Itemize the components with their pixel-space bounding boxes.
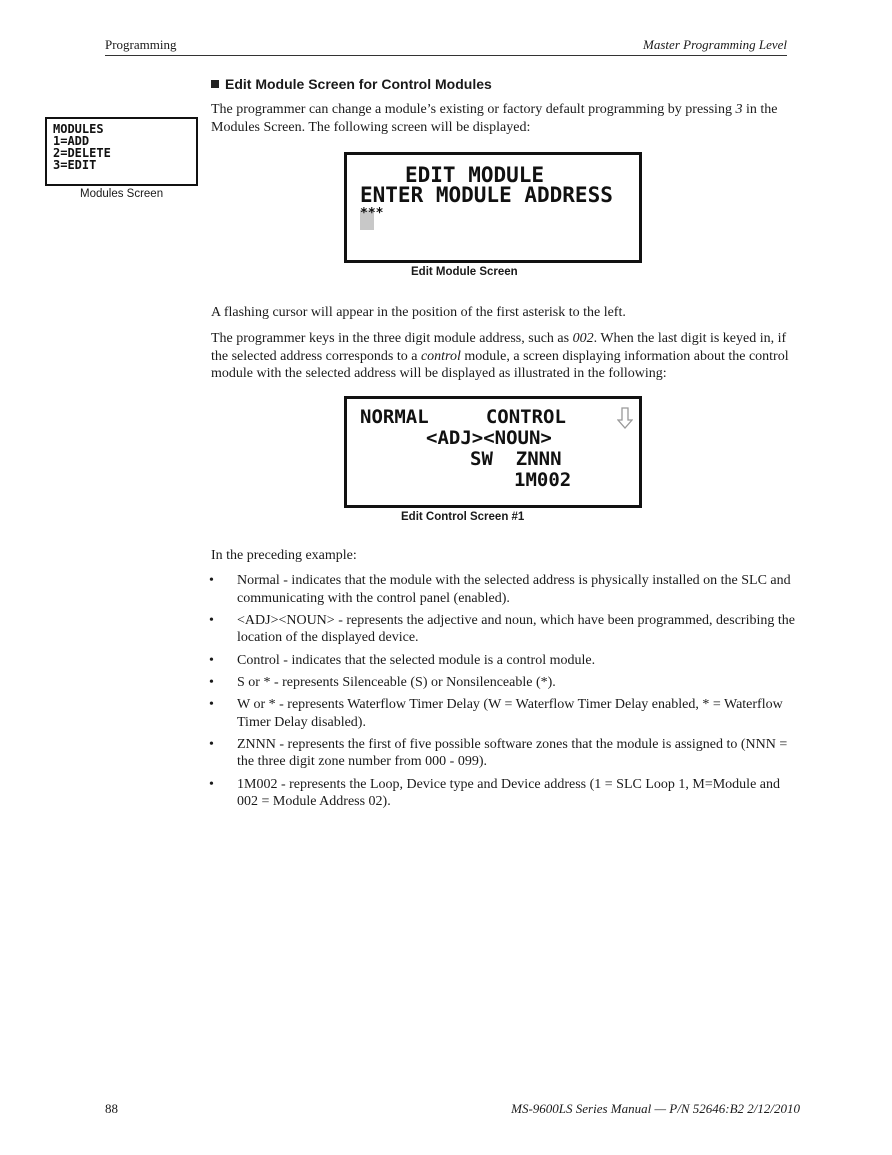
list-item-text: S or * - represents Silenceable (S) or Nonsilenceable (*).	[237, 674, 556, 690]
modules-screen-caption: Modules Screen	[80, 188, 164, 200]
cursor-paragraph: A flashing cursor will appear in the position of the first asterisk to the left.	[211, 305, 626, 320]
bullet-icon: •	[209, 736, 214, 752]
edit-module-screen-caption: Edit Module Screen	[411, 266, 518, 278]
section-title-text: Edit Module Screen for Control Modules	[225, 76, 492, 92]
bullet-icon: •	[209, 697, 214, 713]
bullet-icon: •	[209, 652, 214, 668]
header-rule	[105, 55, 787, 56]
edit-module-line-2: ENTER MODULE ADDRESS	[360, 183, 613, 207]
intro-paragraph: The programmer can change a module’s existing or factory default programming by pressing 3 in the Modules Screen. The following screen will be displayed:	[211, 102, 778, 135]
edit-control-screen-caption: Edit Control Screen #1	[401, 511, 525, 523]
edit-control-line-4: 1M002	[514, 469, 572, 491]
square-bullet-icon	[211, 80, 219, 88]
list-item	[209, 736, 799, 771]
list-item-text: <ADJ><NOUN> - represents the adjective and noun, which have been programmed, describing the location of the displayed device.	[237, 612, 795, 646]
edit-control-line-2: <ADJ><NOUN>	[426, 427, 552, 449]
list-item	[209, 612, 799, 647]
list-item	[209, 674, 799, 692]
manual-reference: MS-9600LS Series Manual — P/N 52646:B2 2/12/2010	[511, 1101, 800, 1116]
modules-screen-line-4: 3=EDIT	[53, 158, 97, 172]
running-header-section: Programming	[105, 37, 177, 52]
list-item-text: Control - indicates that the selected module is a control module.	[237, 652, 596, 668]
modules-screen-line-1: MODULES	[53, 122, 104, 136]
bullet-icon: •	[209, 612, 214, 628]
list-item-text: 1M002 - represents the Loop, Device type and Device address (1 = SLC Loop 1, M=Module and 002 = Module Address 02).	[237, 776, 780, 810]
list-item	[209, 776, 799, 811]
modules-screen-display	[45, 117, 198, 186]
edit-control-screen-display	[344, 396, 642, 508]
list-item	[209, 652, 799, 670]
page-number: 88	[105, 1101, 118, 1116]
edit-module-line-1: EDIT MODULE	[405, 163, 545, 187]
edit-control-line-3: SW ZNNN	[470, 448, 562, 470]
list-item-text: W or * - represents Waterflow Timer Delay (W = Waterflow Timer Delay enabled, * = Waterflow Timer Delay disabled).	[237, 697, 783, 730]
list-item	[209, 696, 799, 731]
example-intro: In the preceding example:	[211, 548, 357, 563]
bullet-icon: •	[209, 776, 214, 792]
running-header-chapter: Master Programming Level	[643, 37, 787, 52]
edit-module-screen-display	[344, 152, 642, 263]
edit-control-line-1: NORMAL CONTROL	[360, 406, 566, 428]
list-item	[209, 572, 799, 607]
list-item-text: ZNNN - represents the first of five possible software zones that the module is assigned to (NNN = the three digit zone number from 000 - 099).	[237, 736, 788, 770]
bullet-icon: •	[209, 674, 214, 690]
scroll-down-arrow-icon	[617, 407, 633, 429]
section-title	[211, 76, 492, 92]
bullet-icon: •	[209, 573, 214, 588]
modules-screen-line-2: 1=ADD	[53, 134, 90, 148]
description-list	[209, 572, 799, 816]
modules-screen-line-3: 2=DELETE	[53, 146, 111, 160]
list-item-text: Normal - indicates that the module with the selected address is physically installed on the SLC and communicating with the control panel (enabled).	[237, 573, 791, 606]
edit-module-line-3: ***	[360, 206, 384, 221]
address-paragraph: The programmer keys in the three digit module address, such as 002. When the last digit is keyed in, if the selected address corresponds to a control module, a screen displaying information about the control module with the selected address will be displayed as illustrated in the following:	[211, 331, 789, 381]
